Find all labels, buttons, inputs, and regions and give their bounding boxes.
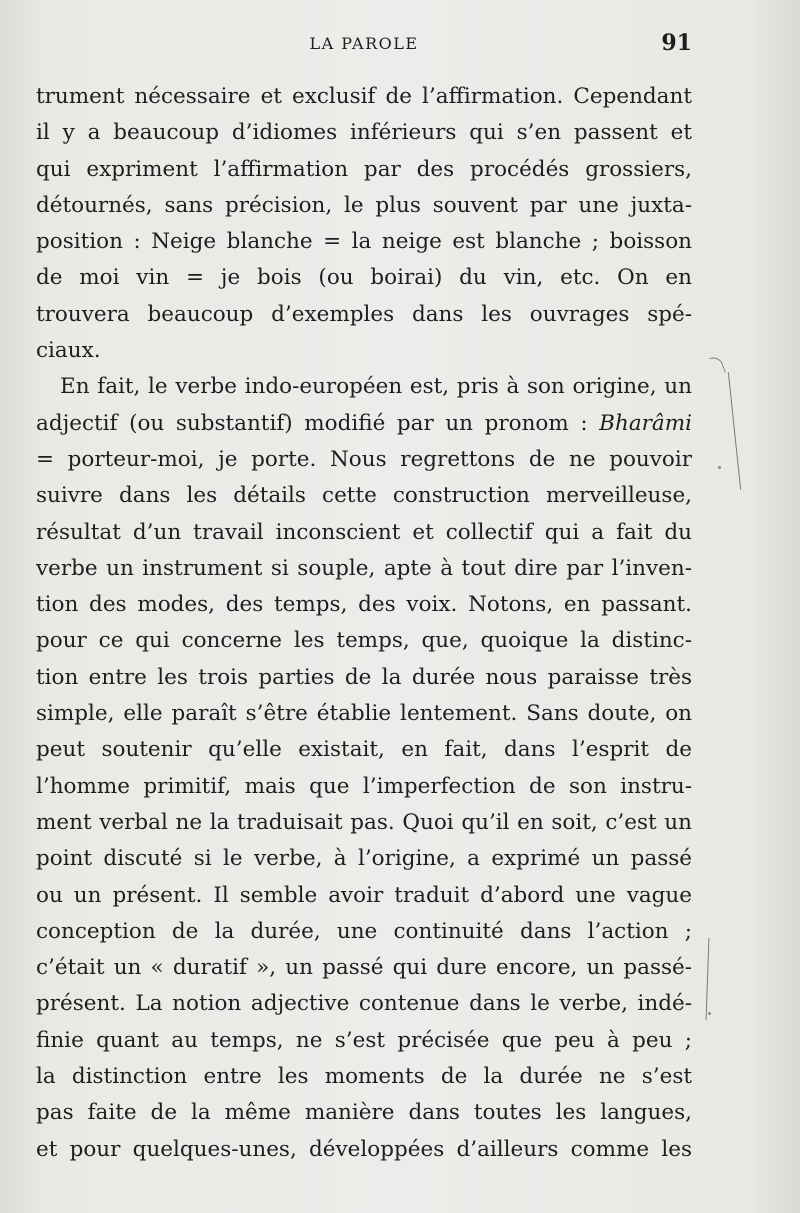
text-line: conception de la durée, une continuité dans l’action ; [36, 918, 692, 944]
text-line: tion entre les trois parties de la durée nous paraisse très [36, 664, 692, 690]
text-line: simple, elle paraît s’être établie lentement. Sans doute, on [36, 701, 692, 727]
paragraph-first-line: En fait, le verbe indo-européen est, pris à son origine, un [60, 374, 692, 400]
text-line: l’homme primitif, mais que l’imperfection de son instru- [36, 773, 692, 799]
paper-speck [708, 1012, 711, 1015]
text-line: trouvera beaucoup d’exemples dans les ouvrages spé- [36, 301, 692, 327]
text-line: position : Neige blanche = la neige est blanche ; boisson [36, 229, 692, 255]
page-number: 91 [661, 30, 692, 56]
text-line: pas faite de la même manière dans toutes les langues, [36, 1100, 692, 1126]
text-line: c’était un « duratif », un passé qui dure encore, un passé- [36, 955, 692, 981]
text-line: qui expriment l’affirmation par des procédés grossiers, [36, 156, 692, 182]
text-line: présent. La notion adjective contenue dans le verbe, indé- [36, 991, 692, 1017]
text-line-with-italic [36, 406, 692, 442]
text-line: ou un présent. Il semble avoir traduit d’abord une vague [36, 882, 692, 908]
text-line: ciaux. [36, 338, 101, 364]
text-line: il y a beaucoup d’idiomes inférieurs qui s’en passent et [36, 120, 692, 146]
margin-pencil-mark [709, 355, 726, 377]
text-line: verbe un instrument si souple, apte à tout dire par l’inven- [36, 555, 692, 581]
italic-word: Bharâmi [599, 410, 692, 436]
text-line: de moi vin = je bois (ou boirai) du vin, etc. On en [36, 265, 692, 291]
margin-pencil-mark [728, 372, 741, 489]
page-header [36, 30, 692, 58]
text-line: peut soutenir qu’elle existait, en fait, dans l’esprit de [36, 737, 692, 763]
margin-pencil-mark [706, 938, 710, 1020]
text-line: = porteur-moi, je porte. Nous regrettons de ne pouvoir [36, 446, 692, 472]
text-line: suivre dans les détails cette construction merveilleuse, [36, 483, 692, 509]
text-line: pour ce qui concerne les temps, que, quoique la distinc- [36, 628, 692, 654]
body-text [36, 79, 692, 1168]
text-line: tion des modes, des temps, des voix. Notons, en passant. [36, 592, 692, 618]
text-line: détournés, sans précision, le plus souvent par une juxta- [36, 192, 692, 218]
text-line: ment verbal ne la traduisait pas. Quoi qu’il en soit, c’est un [36, 809, 692, 835]
text-line: la distinction entre les moments de la durée ne s’est [36, 1064, 692, 1090]
text-line: trument nécessaire et exclusif de l’affirmation. Cependant [36, 84, 692, 109]
paper-speck [718, 466, 721, 469]
text-line: résultat d’un travail inconscient et collectif qui a fait du [36, 519, 692, 545]
text-line: point discuté si le verbe, à l’origine, a exprimé un passé [36, 846, 692, 872]
running-title: LA PAROLE [309, 34, 419, 53]
text-line: et pour quelques-unes, développées d’ailleurs comme les [36, 1136, 692, 1162]
text-line: finie quant au temps, ne s’est précisée que peu à peu ; [36, 1027, 692, 1053]
text-segment: adjectif (ou substantif) modifié par un pronom : [36, 410, 588, 436]
